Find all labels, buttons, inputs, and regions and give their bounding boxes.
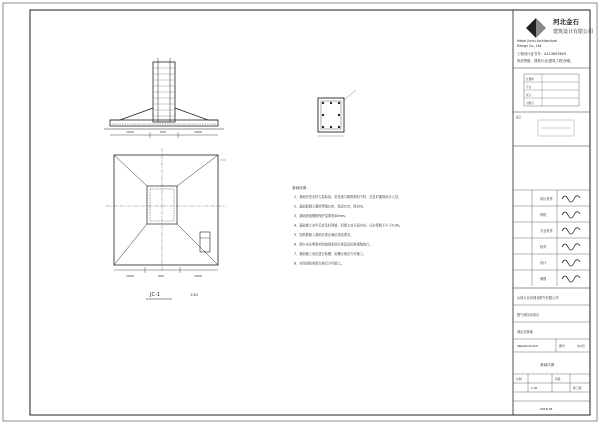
signature-mark (562, 276, 580, 282)
scale-field: 比例 (516, 377, 522, 381)
dim-plan-mid: 500 (158, 274, 164, 278)
footing-plan (106, 148, 226, 273)
note-line: 3、基础底板钢筋保护层厚度40mm。 (294, 214, 348, 218)
note-line: 5、柱纵筋锚入基础长度应满足规范要求。 (294, 233, 354, 237)
sheet-label-3: 签章 (526, 94, 532, 97)
dim-elev-right: 1000 (194, 130, 202, 134)
sheet-label-4: 出图章 (526, 102, 534, 105)
sheet-field: 图号 (559, 344, 566, 348)
qualification: 资质等级：建筑行业(建筑工程)甲级 (517, 59, 571, 63)
drawing-item: 调压站基础 (517, 330, 533, 334)
dim-plan-left: 1000 (126, 274, 134, 278)
dim-elev-left: 1000 (126, 130, 134, 134)
drawing-title: 基础详图 (540, 363, 555, 367)
notes-title: 基础说明： (292, 186, 310, 190)
column-section (318, 90, 356, 136)
outer-border (3, 3, 597, 421)
section-label: JC-1 (150, 292, 160, 298)
scale-value: 1:30 (531, 386, 538, 390)
signature-mark (562, 228, 580, 234)
drawing-date: 2018.06 (540, 407, 553, 411)
signature-mark (562, 212, 580, 218)
sheet-label-1: 注册师 (526, 78, 534, 81)
company-name-en: Hebei Jinshi Architectural (517, 39, 558, 43)
dim-elev-mid: 500 (160, 130, 166, 134)
note-line: 1、基础开挖至持力层标高，若发现与勘察资料不符，应及时通知设计人员。 (294, 195, 402, 199)
phase-field: 阶段 (555, 377, 561, 381)
role-label: 审核 (540, 213, 547, 217)
role-rows (513, 190, 590, 286)
sheet-label-2: 专业 (526, 86, 532, 89)
company-name-2: 建筑设计有限公司 (553, 29, 594, 35)
design-cert: 工程设计证书号：A113007649 (517, 52, 566, 56)
notes-list (294, 194, 402, 266)
dim-plan-right: 1000 (194, 274, 202, 278)
role-label: 项目负责 (540, 197, 553, 201)
company-logo (526, 18, 546, 38)
signature-mark (562, 260, 580, 266)
note-line: 2、基础混凝土强度等级C30，垫层C15，厚100。 (294, 204, 366, 209)
role-label: 设计 (540, 261, 547, 265)
note-line: 7、基础施工前应进行验槽，验槽合格后方可施工。 (294, 252, 367, 256)
sheet-total: 共2页 (577, 344, 585, 348)
signature-mark (562, 196, 580, 202)
seal-label: 盖章 (516, 116, 522, 119)
role-label: 校对 (540, 245, 547, 249)
role-label: 专业负责 (540, 229, 553, 233)
note-line: 8、本图须经审图合格后方可施工。 (294, 261, 344, 266)
section-scale: 1:30 (190, 293, 198, 297)
company-name: 河北金石 (553, 18, 579, 26)
phase-value: 施工图 (573, 386, 582, 390)
footing-elevation (104, 58, 224, 138)
drawing-number: SBG2018-024 (517, 344, 538, 348)
note-line: 4、基础施工完毕后应及时回填，回填土应分层夯实，压实系数不小于0.94。 (294, 223, 402, 228)
signature-mark (562, 244, 580, 250)
project-name: 燃气调压站项目 (517, 313, 540, 317)
company-name-en-2: Design Co., Ltd (517, 44, 542, 48)
note-line: 6、图中未注明事项均按国家现行规范及标准图集执行。 (294, 242, 373, 247)
project-owner: 山西太谷县城北燃气有限公司 (517, 296, 559, 300)
role-label: 制图 (540, 277, 547, 281)
